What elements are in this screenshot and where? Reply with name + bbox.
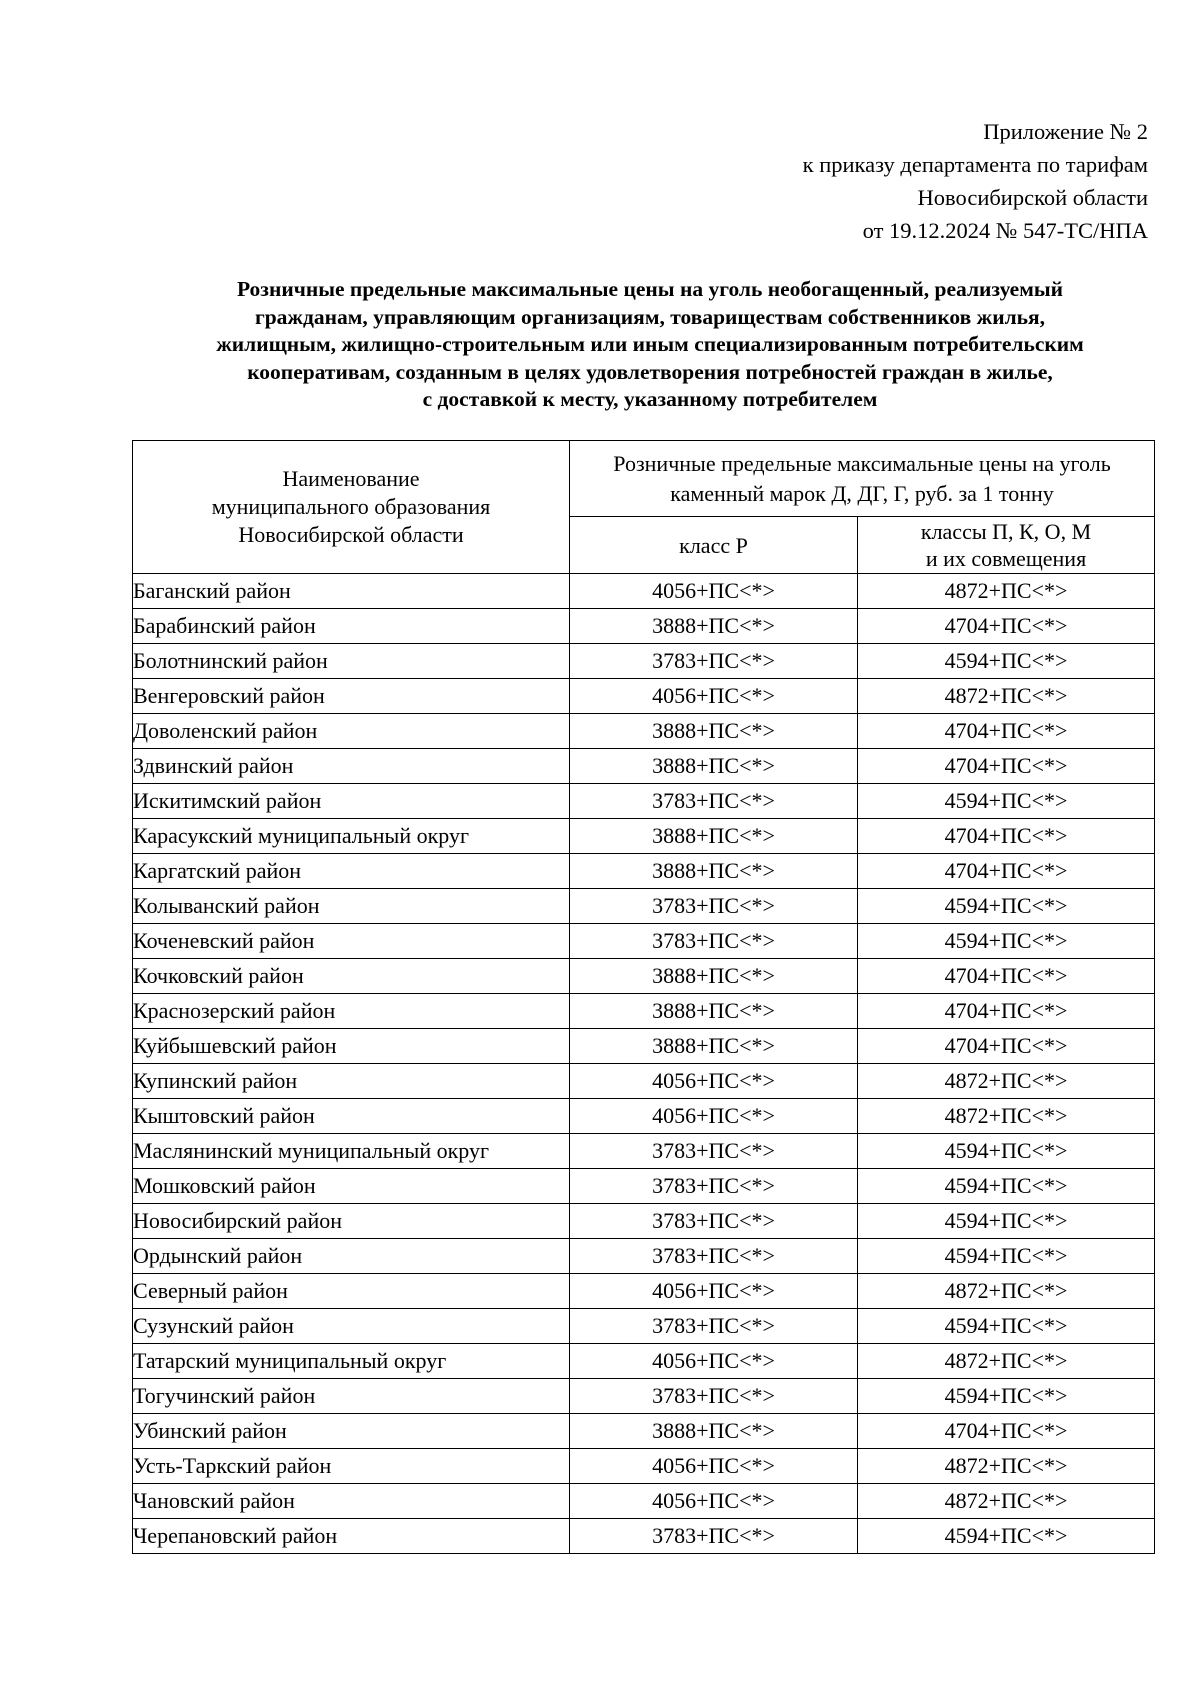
class-r-price-cell: 4056+ПС<*> <box>570 574 858 609</box>
municipality-cell: Усть-Таркский район <box>133 1449 570 1484</box>
class-r-price-cell: 3783+ПС<*> <box>570 1309 858 1344</box>
class-r-price-cell: 3783+ПС<*> <box>570 644 858 679</box>
class-r-price-cell: 3783+ПС<*> <box>570 889 858 924</box>
header-class-other-line: классы П, К, О, М <box>920 519 1092 544</box>
header-class-other <box>858 517 1155 574</box>
class-other-price-cell: 4704+ПС<*> <box>858 994 1155 1029</box>
class-r-price-cell: 4056+ПС<*> <box>570 1344 858 1379</box>
table-row <box>133 819 1155 854</box>
class-other-price-cell: 4872+ПС<*> <box>858 1064 1155 1099</box>
table-row <box>133 1064 1155 1099</box>
table-row <box>133 854 1155 889</box>
municipality-cell: Краснозерский район <box>133 994 570 1029</box>
table-row <box>133 1519 1155 1554</box>
class-r-price-cell: 3888+ПС<*> <box>570 959 858 994</box>
price-table-header <box>133 441 1155 574</box>
table-row <box>133 784 1155 819</box>
price-table-body <box>133 574 1155 1554</box>
table-row <box>133 1379 1155 1414</box>
municipality-cell: Колыванский район <box>133 889 570 924</box>
class-other-price-cell: 4594+ПС<*> <box>858 1379 1155 1414</box>
attachment-line: Новосибирской области <box>917 185 1148 210</box>
table-row <box>133 1344 1155 1379</box>
class-other-price-cell: 4872+ПС<*> <box>858 1449 1155 1484</box>
class-r-price-cell: 4056+ПС<*> <box>570 1449 858 1484</box>
title-line: кооперативам, созданным в целях удовлетворения потребностей граждан в жилье, <box>247 359 1053 384</box>
class-other-price-cell: 4704+ПС<*> <box>858 609 1155 644</box>
municipality-cell: Сузунский район <box>133 1309 570 1344</box>
table-row <box>133 1239 1155 1274</box>
header-class-r <box>570 517 858 574</box>
municipality-cell: Болотнинский район <box>133 644 570 679</box>
municipality-cell: Черепановский район <box>133 1519 570 1554</box>
table-row <box>133 889 1155 924</box>
class-other-price-cell: 4594+ПС<*> <box>858 644 1155 679</box>
class-other-price-cell: 4594+ПС<*> <box>858 924 1155 959</box>
class-other-price-cell: 4872+ПС<*> <box>858 1274 1155 1309</box>
table-row <box>133 1414 1155 1449</box>
class-other-price-cell: 4594+ПС<*> <box>858 784 1155 819</box>
class-r-price-cell: 3783+ПС<*> <box>570 924 858 959</box>
municipality-cell: Куйбышевский район <box>133 1029 570 1064</box>
municipality-cell: Кыштовский район <box>133 1099 570 1134</box>
table-row <box>133 714 1155 749</box>
municipality-cell: Баганский район <box>133 574 570 609</box>
municipality-cell: Искитимский район <box>133 784 570 819</box>
class-other-price-cell: 4594+ПС<*> <box>858 1239 1155 1274</box>
class-r-price-cell: 4056+ПС<*> <box>570 1274 858 1309</box>
table-row <box>133 994 1155 1029</box>
table-row <box>133 749 1155 784</box>
class-other-price-cell: 4594+ПС<*> <box>858 1309 1155 1344</box>
title-line: с доставкой к месту, указанному потребителем <box>422 387 878 411</box>
table-row <box>133 1204 1155 1239</box>
table-row <box>133 1169 1155 1204</box>
class-r-price-cell: 3783+ПС<*> <box>570 1204 858 1239</box>
class-other-price-cell: 4704+ПС<*> <box>858 819 1155 854</box>
class-r-price-cell: 3888+ПС<*> <box>570 749 858 784</box>
municipality-cell: Карасукский муниципальный округ <box>133 819 570 854</box>
municipality-cell: Чановский район <box>133 1484 570 1519</box>
class-r-price-cell: 3888+ПС<*> <box>570 1029 858 1064</box>
price-table <box>132 440 1155 1554</box>
class-r-price-cell: 3783+ПС<*> <box>570 1134 858 1169</box>
class-r-price-cell: 3783+ПС<*> <box>570 1239 858 1274</box>
class-r-price-cell: 3888+ПС<*> <box>570 854 858 889</box>
table-row <box>133 644 1155 679</box>
class-other-price-cell: 4594+ПС<*> <box>858 1204 1155 1239</box>
municipality-cell: Здвинский район <box>133 749 570 784</box>
table-row <box>133 924 1155 959</box>
header-municipality <box>133 441 570 574</box>
table-row <box>133 679 1155 714</box>
title-line: Розничные предельные максимальные цены на уголь необогащенный, реализуемый <box>236 277 1064 301</box>
document-title <box>100 276 1200 414</box>
municipality-cell: Кочковский район <box>133 959 570 994</box>
class-other-price-cell: 4594+ПС<*> <box>858 1519 1155 1554</box>
municipality-cell: Купинский район <box>133 1064 570 1099</box>
class-other-price-cell: 4704+ПС<*> <box>858 1414 1155 1449</box>
class-r-price-cell: 3888+ПС<*> <box>570 819 858 854</box>
class-r-price-cell: 3783+ПС<*> <box>570 784 858 819</box>
table-row <box>133 1099 1155 1134</box>
municipality-cell: Мошковский район <box>133 1169 570 1204</box>
header-prices <box>570 441 1155 517</box>
class-other-price-cell: 4594+ПС<*> <box>858 1134 1155 1169</box>
class-r-price-cell: 4056+ПС<*> <box>570 679 858 714</box>
class-r-price-cell: 3888+ПС<*> <box>570 714 858 749</box>
class-r-price-cell: 3783+ПС<*> <box>570 1519 858 1554</box>
municipality-cell: Тогучинский район <box>133 1379 570 1414</box>
municipality-cell: Татарский муниципальный округ <box>133 1344 570 1379</box>
header-prices-line: каменный марок Д, ДГ, Г, руб. за 1 тонну <box>670 480 1054 506</box>
class-other-price-cell: 4704+ПС<*> <box>858 854 1155 889</box>
attachment-line: от 19.12.2024 № 547-ТС/НПА <box>862 218 1148 243</box>
table-row <box>133 1484 1155 1519</box>
table-row <box>133 1309 1155 1344</box>
class-other-price-cell: 4872+ПС<*> <box>858 679 1155 714</box>
class-other-price-cell: 4704+ПС<*> <box>858 959 1155 994</box>
class-r-price-cell: 4056+ПС<*> <box>570 1099 858 1134</box>
header-class-other-line: и их совмещения <box>925 546 1087 571</box>
header-municipality-line: муниципального образования <box>211 494 491 519</box>
header-prices-line: Розничные предельные максимальные цены на уголь <box>613 450 1111 476</box>
municipality-cell: Новосибирский район <box>133 1204 570 1239</box>
table-row <box>133 574 1155 609</box>
class-other-price-cell: 4704+ПС<*> <box>858 1029 1155 1064</box>
title-line: жилищным, жилищно-строительным или иным специализированным потребительским <box>216 332 1084 356</box>
municipality-cell: Убинский район <box>133 1414 570 1449</box>
table-row <box>133 1449 1155 1484</box>
class-r-price-cell: 3888+ПС<*> <box>570 994 858 1029</box>
class-other-price-cell: 4704+ПС<*> <box>858 749 1155 784</box>
table-row <box>133 1029 1155 1064</box>
header-municipality-line: Новосибирской области <box>238 522 464 547</box>
class-other-price-cell: 4872+ПС<*> <box>858 574 1155 609</box>
class-other-price-cell: 4872+ПС<*> <box>858 1484 1155 1519</box>
table-row <box>133 1134 1155 1169</box>
table-row <box>133 609 1155 644</box>
class-other-price-cell: 4872+ПС<*> <box>858 1099 1155 1134</box>
class-other-price-cell: 4594+ПС<*> <box>858 1169 1155 1204</box>
title-line: гражданам, управляющим организациям, товариществам собственников жилья, <box>254 304 1046 329</box>
header-class-r-label: класс Р <box>679 532 748 558</box>
class-r-price-cell: 3888+ПС<*> <box>570 609 858 644</box>
attachment-line: Приложение № 2 <box>983 119 1148 144</box>
class-r-price-cell: 3783+ПС<*> <box>570 1379 858 1414</box>
municipality-cell: Маслянинский муниципальный округ <box>133 1134 570 1169</box>
municipality-cell: Каргатский район <box>133 854 570 889</box>
class-r-price-cell: 3783+ПС<*> <box>570 1169 858 1204</box>
table-row <box>133 959 1155 994</box>
municipality-cell: Коченевский район <box>133 924 570 959</box>
class-r-price-cell: 4056+ПС<*> <box>570 1064 858 1099</box>
municipality-cell: Северный район <box>133 1274 570 1309</box>
class-r-price-cell: 4056+ПС<*> <box>570 1484 858 1519</box>
municipality-cell: Доволенский район <box>133 714 570 749</box>
class-other-price-cell: 4872+ПС<*> <box>858 1344 1155 1379</box>
class-other-price-cell: 4704+ПС<*> <box>858 714 1155 749</box>
table-row <box>133 1274 1155 1309</box>
class-r-price-cell: 3888+ПС<*> <box>570 1414 858 1449</box>
municipality-cell: Венгеровский район <box>133 679 570 714</box>
attachment-header <box>803 115 1148 247</box>
header-municipality-line: Наименование <box>282 466 420 491</box>
attachment-line: к приказу департамента по тарифам <box>802 152 1148 177</box>
municipality-cell: Барабинский район <box>133 609 570 644</box>
municipality-cell: Ордынский район <box>133 1239 570 1274</box>
class-other-price-cell: 4594+ПС<*> <box>858 889 1155 924</box>
